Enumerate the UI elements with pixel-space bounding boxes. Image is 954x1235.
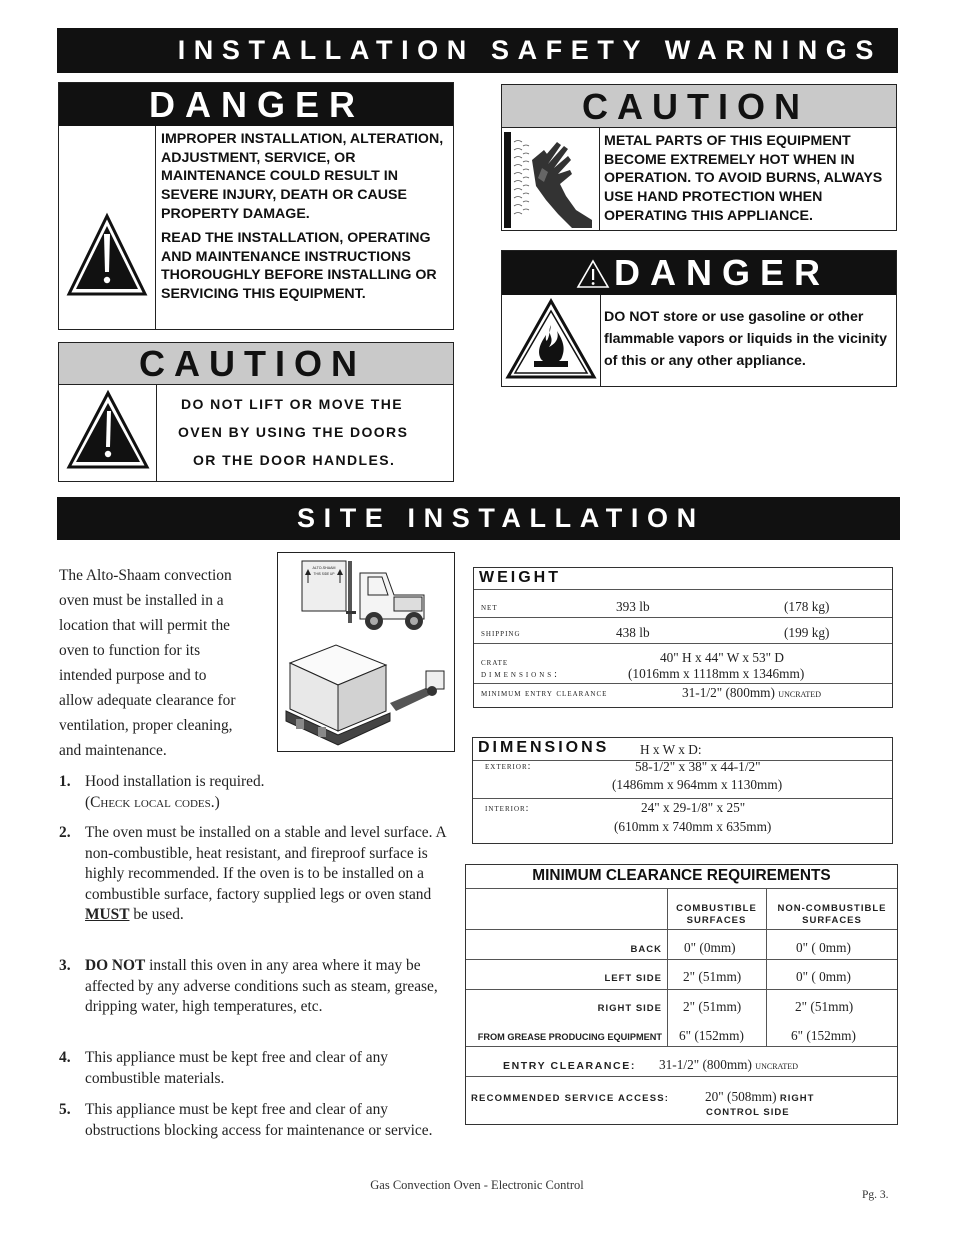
col-combustible-sub: SURFACES — [686, 915, 747, 926]
row-right-nc: 2" (51mm) — [795, 999, 854, 1014]
min-entry-value: 31-1/2" (800mm) uncrated — [682, 685, 821, 700]
dimensions-title: DIMENSIONS — [478, 739, 610, 756]
small-warning-icon — [576, 259, 610, 289]
fire-icon-cell — [502, 295, 601, 386]
entry-clearance-value: 31-1/2" (800mm) uncrated — [659, 1057, 798, 1072]
footer-title: Gas Convection Oven - Electronic Control — [370, 1178, 584, 1192]
row-grease-label: FROM GREASE PRODUCING EQUIPMENT — [477, 1032, 662, 1042]
service-access-value: 20" (508mm) RIGHT — [705, 1089, 815, 1104]
intro-line: allow adequate clearance for — [59, 692, 236, 709]
exterior-label: exterior: — [485, 761, 532, 772]
warning-triangle-icon — [59, 126, 156, 329]
caution-box-hot-surface — [501, 84, 897, 231]
intro-line: oven to function for its — [59, 642, 201, 659]
col-noncombustible: NON-COMBUSTIBLE — [777, 903, 887, 914]
caution-text-line: DO NOT LIFT OR MOVE THE — [181, 396, 403, 412]
crate-dims-in: 40" H x 44" W x 53" D — [660, 650, 785, 665]
list-item-4: 4. This appliance must be kept free and clear of any combustible materials. — [59, 1049, 388, 1087]
weight-table — [473, 567, 893, 708]
row-left-nc: 0" ( 0mm) — [796, 969, 851, 984]
interior-in: 24" x 29-1/8" x 25" — [641, 800, 746, 815]
danger-title: DANGER — [614, 252, 831, 293]
weight-title: WEIGHT — [479, 569, 561, 586]
net-kg: (178 kg) — [784, 599, 830, 614]
danger-title-row — [502, 251, 896, 295]
shipping-lb: 438 lb — [616, 625, 650, 640]
clearance-table — [465, 864, 898, 1125]
entry-clearance-label: ENTRY CLEARANCE: — [503, 1060, 636, 1072]
row-grease-nc: 6" (152mm) — [791, 1028, 856, 1043]
intro-line: ventilation, proper cleaning, — [59, 717, 233, 734]
list-item-3: 3. DO NOT install this oven in any area where it may be affected by any adverse conditions such as steam, grease, dripping water, high temperatures, etc. — [59, 957, 438, 1015]
col-combustible: COMBUSTIBLE — [676, 903, 757, 914]
forklift-illustration — [277, 552, 455, 752]
row-grease-c: 6" (152mm) — [679, 1028, 744, 1043]
warning-icon-cell — [59, 385, 157, 481]
caution-hot-text: METAL PARTS OF THIS EQUIPMENT BECOME EXTREMELY HOT WHEN IN OPERATION. TO AVOID BURNS, ALWAYS USE HAND PROTECTION WHEN OPERATING THIS APPLIANCE. — [604, 133, 883, 224]
clearance-title: MINIMUM CLEARANCE REQUIREMENTS — [532, 867, 831, 884]
danger-box-flammable — [501, 250, 897, 387]
row-back-label: BACK — [630, 944, 662, 955]
col-noncombustible-sub: SURFACES — [802, 915, 862, 926]
warning-triangle-icon — [59, 385, 157, 481]
exterior-mm: (1486mm x 964mm x 1130mm) — [612, 777, 783, 792]
caution-text-line: OR THE DOOR HANDLES. — [193, 452, 396, 468]
danger-title: DANGER — [59, 83, 453, 126]
row-left-c: 2" (51mm) — [683, 969, 742, 984]
site-installation-header: SITE INSTALLATION — [57, 497, 900, 540]
intro-line: oven must be installed in a — [59, 592, 224, 609]
shipping-label: shipping — [481, 628, 521, 639]
row-right-c: 2" (51mm) — [683, 999, 742, 1014]
caution-box-lifting — [58, 342, 454, 482]
caution-text-line: OVEN BY USING THE DOORS — [178, 424, 409, 440]
intro-line: and maintenance. — [59, 742, 167, 759]
row-back-nc: 0" ( 0mm) — [796, 940, 851, 955]
crate-label-2: dimensions: — [481, 669, 560, 680]
carton-label: THIS SIDE UP — [313, 572, 335, 576]
danger-flammable-text: DO NOT store or use gasoline or other flammable vapors or liquids in the vicinity of this or any other appliance. — [604, 309, 888, 369]
net-lb: 393 lb — [616, 599, 650, 614]
list-item-1: 1. Hood installation is required. (Check local codes.) — [59, 773, 265, 811]
safety-warnings-header: INSTALLATION SAFETY WARNINGS — [57, 28, 898, 73]
row-left-label: LEFT SIDE — [604, 973, 662, 984]
row-right-label: RIGHT SIDE — [597, 1003, 662, 1014]
service-access-label: RECOMMENDED SERVICE ACCESS: — [471, 1093, 670, 1104]
exterior-in: 58-1/2" x 38" x 44-1/2" — [635, 759, 761, 774]
net-label: net — [481, 602, 498, 613]
forklift-and-pallet-jack-icon — [278, 553, 454, 751]
danger-text-2: READ THE INSTALLATION, OPERATING AND MAINTENANCE INSTRUCTIONS THOROUGHLY BEFORE INSTALLING OR SERVICING THIS EQUIPMENT. — [161, 230, 437, 303]
min-entry-label: minimum entry clearance — [481, 688, 608, 699]
list-item-5: 5. This appliance must be kept free and clear of any obstructions blocking access for maintenance or service. — [59, 1101, 433, 1139]
hot-surface-icon-cell — [502, 128, 600, 230]
list-item-2: 2. The oven must be installed on a stable and level surface. A non-combustible, heat resistant, and fireproof surface is highly recommended. If the oven is to be installed on a combustible surface, factory supplied legs or oven stand MUST be used. — [59, 824, 446, 923]
crate-label: crate — [481, 657, 509, 668]
flammable-fire-icon — [502, 295, 601, 386]
dimensions-subtitle: H x W x D: — [640, 742, 702, 757]
page-number: Pg. 3. — [862, 1189, 889, 1201]
hot-surface-hand-icon — [502, 128, 600, 230]
crate-dims-mm: (1016mm x 1118mm x 1346mm) — [628, 666, 805, 681]
intro-line: intended purpose and to — [59, 667, 207, 684]
interior-label: interior: — [485, 803, 530, 814]
caution-title: CAUTION — [59, 343, 453, 385]
intro-paragraph — [59, 563, 279, 763]
interior-mm: (610mm x 740mm x 635mm) — [614, 819, 772, 834]
warning-icon-cell — [59, 126, 156, 329]
dimensions-table — [472, 737, 893, 844]
danger-text-1: IMPROPER INSTALLATION, ALTERATION, ADJUSTMENT, SERVICE, OR MAINTENANCE COULD RESULT IN SEVERE INJURY, DEATH OR CAUSE PROPERTY DAMAGE. — [161, 131, 444, 222]
caution-title: CAUTION — [502, 85, 896, 128]
service-access-side: CONTROL SIDE — [706, 1107, 790, 1118]
intro-line: The Alto-Shaam convection — [59, 567, 232, 584]
intro-line: location that will permit the — [59, 617, 230, 634]
row-back-c: 0" (0mm) — [684, 940, 736, 955]
danger-box-installation — [58, 82, 454, 330]
shipping-kg: (199 kg) — [784, 625, 830, 640]
svg-text:ALTO-SHAAM: ALTO-SHAAM — [312, 566, 336, 570]
